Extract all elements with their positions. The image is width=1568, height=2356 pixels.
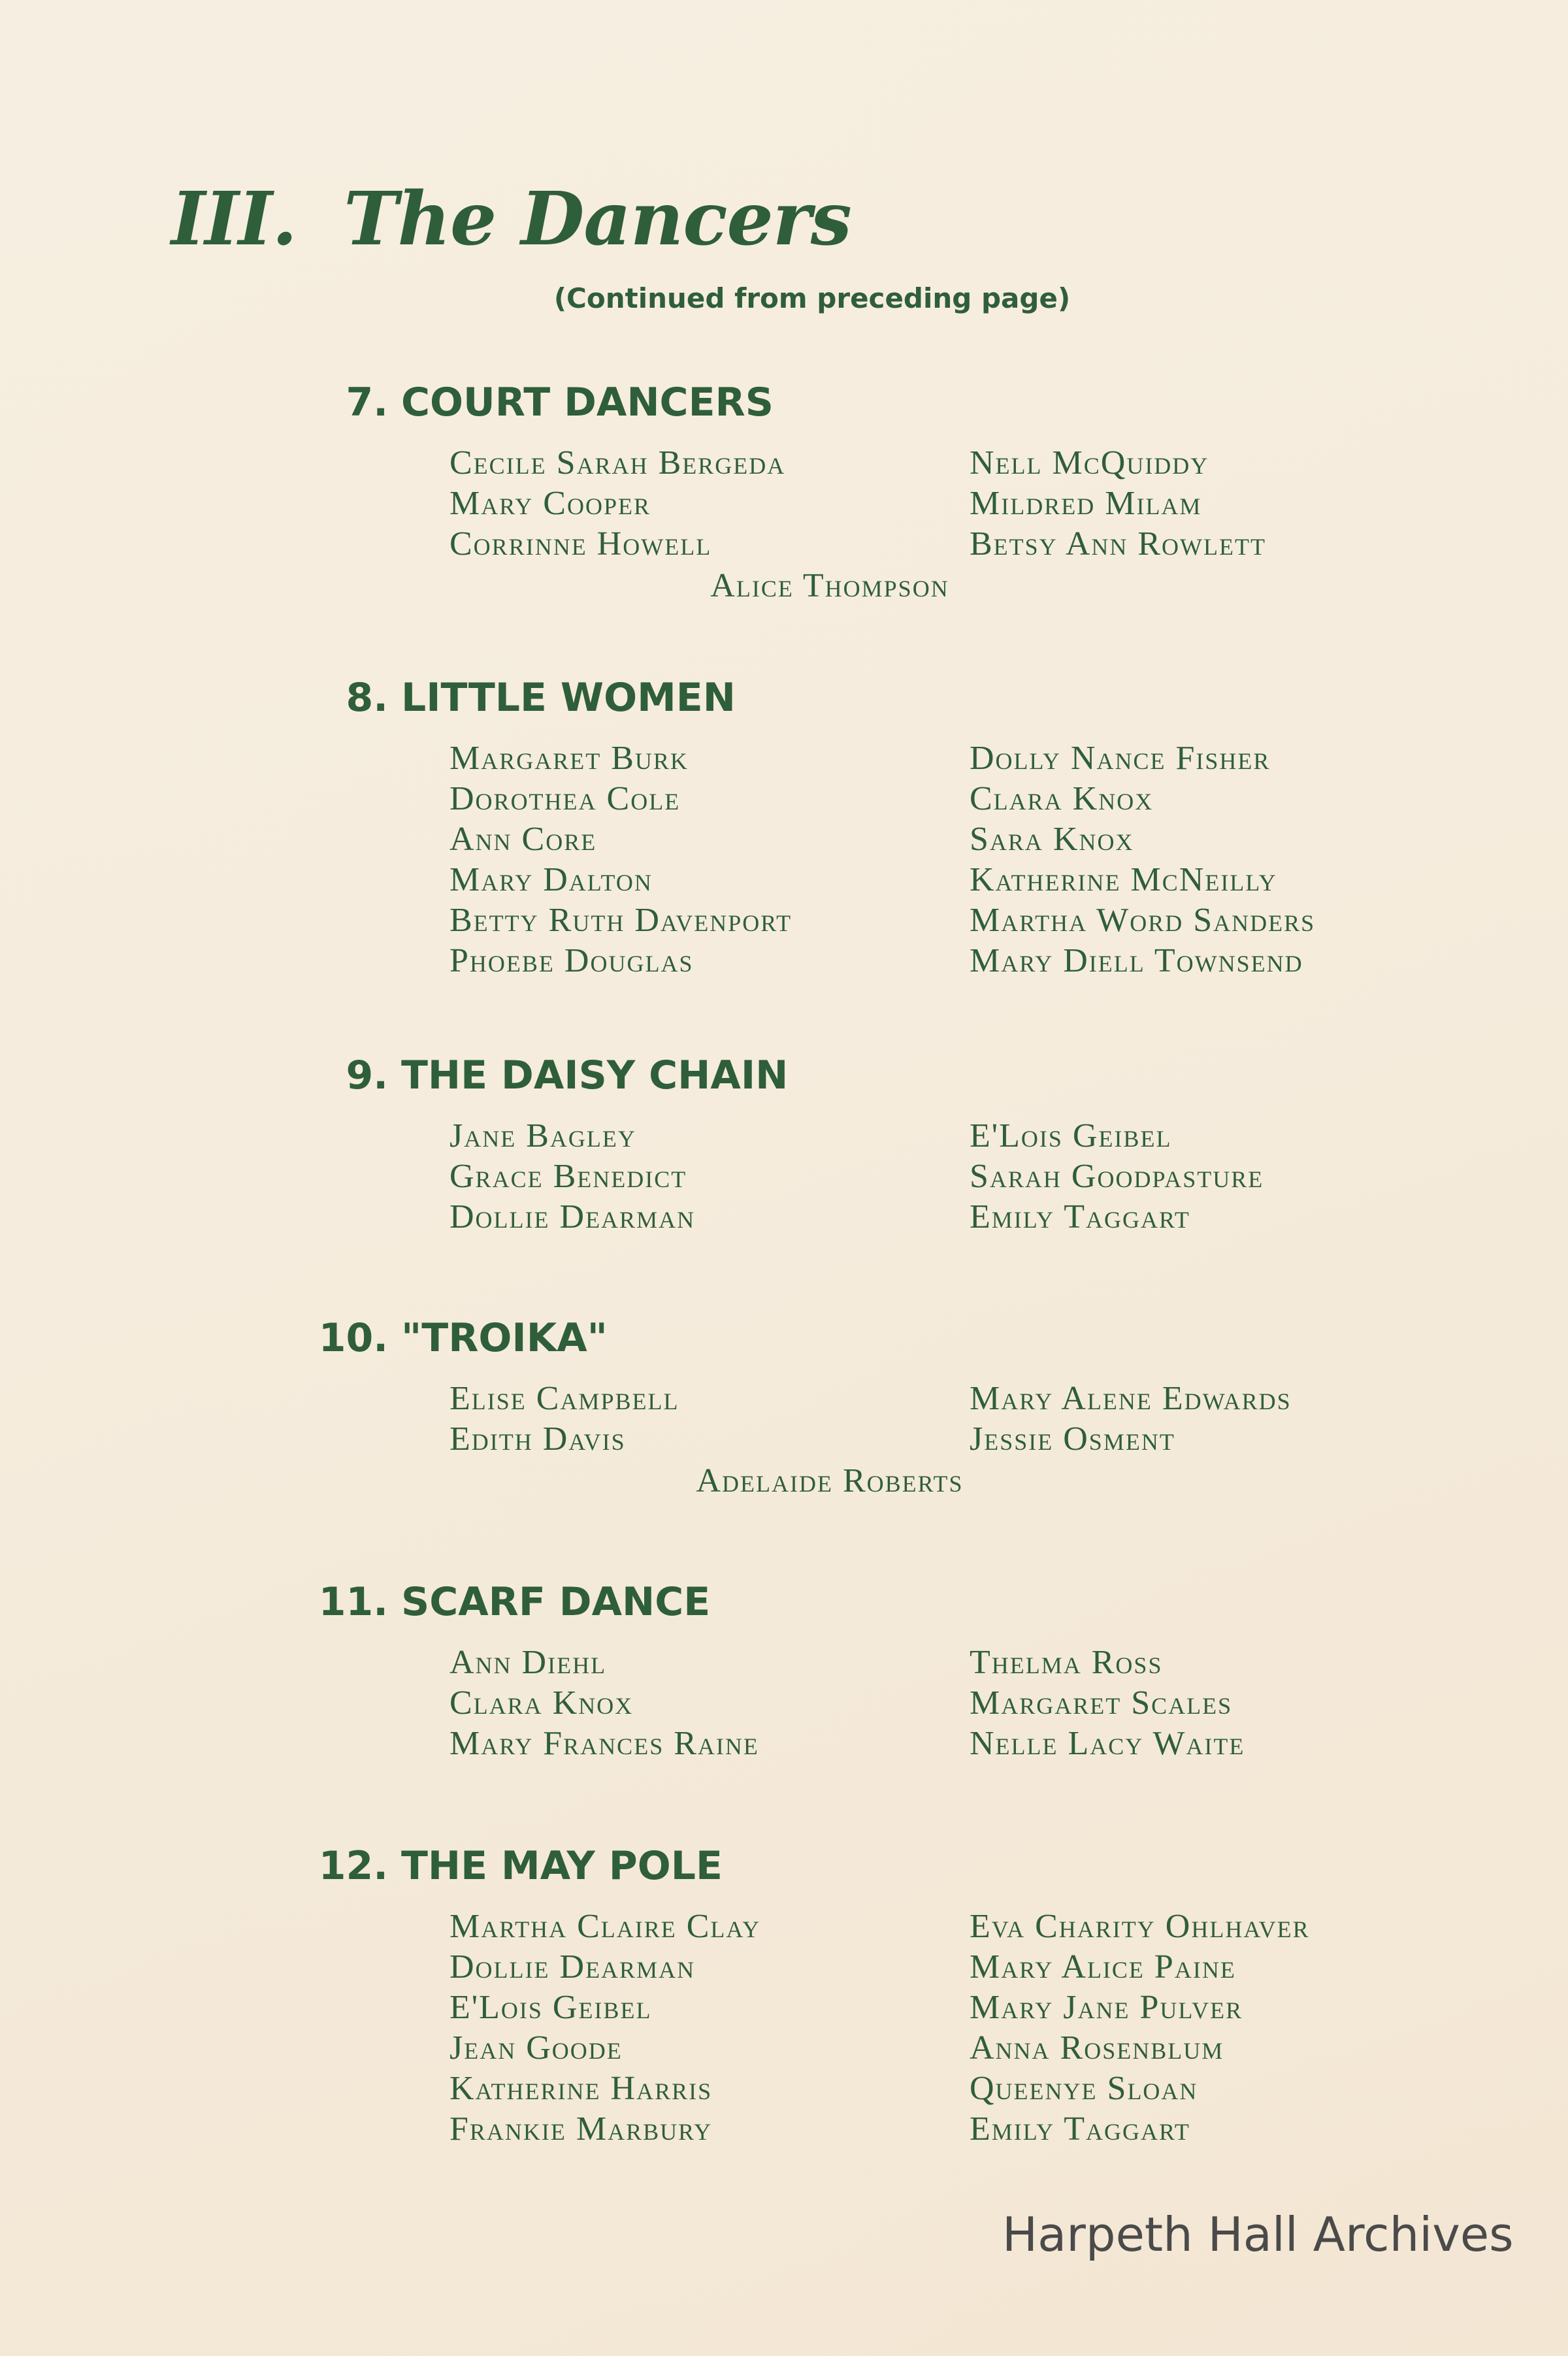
dancer-name: Margaret Scales [970,1684,1233,1722]
names-right-column [970,1379,1292,1460]
dancer-name: Ann Core [449,821,597,858]
dancer-name: Mary Cooper [449,485,651,522]
dancer-name: Dorothea Cole [449,780,681,817]
names-left-column [449,738,792,981]
names-left-column [449,443,785,564]
dancer-name: Dollie Dearman [449,1198,696,1235]
dancer-name: Emily Taggart [970,1198,1190,1235]
dancer-name: Nelle Lacy Waite [970,1725,1245,1762]
section-number: 12. [318,1843,388,1889]
dancer-name: Queenye Sloan [970,2070,1198,2107]
dancer-name-centered: Adelaide Roberts [696,1462,964,1499]
dancer-name: Dolly Nance Fisher [970,740,1271,777]
dancer-name: Cecile Sarah Bergeda [449,444,786,482]
dancer-name: Grace Benedict [449,1158,687,1195]
dancer-name: Clara Knox [449,1684,634,1722]
page-title [171,176,851,262]
dancer-name: Martha Word Sanders [970,902,1316,939]
dancer-name: Nell McQuiddy [970,444,1209,482]
dancer-name: Katherine McNeilly [970,861,1277,898]
archive-watermark: Harpeth Hall Archives [1002,2207,1514,2262]
section-title: THE MAY POLE [401,1843,723,1889]
dancer-name: Sarah Goodpasture [970,1158,1264,1195]
section-number: 8. [346,675,388,721]
names-right-column [970,738,1315,981]
names-right-column [970,1906,1310,2150]
dancer-name: Jessie Osment [970,1420,1175,1458]
dancer-name: E'Lois Geibel [970,1117,1172,1154]
dancer-name: Betty Ruth Davenport [449,902,792,939]
dancer-name: Elise Campbell [449,1380,679,1417]
dancer-name-centered: Alice Thompson [710,567,949,604]
dancer-name: Mary Frances Raine [449,1725,759,1762]
names-right-column [970,1116,1264,1237]
section-title: THE DAISY CHAIN [401,1053,789,1098]
page-subtitle: (Continued from preceding page) [553,282,1071,314]
section-title: SCARF DANCE [401,1579,711,1625]
names-left-column [449,1116,695,1237]
names-left-column [449,1379,679,1460]
section-heading [307,1053,789,1098]
dancer-name: Mary Jane Pulver [970,1989,1243,2026]
dancer-name: Jean Goode [449,2029,623,2067]
section-number: 10. [318,1315,388,1361]
dancer-name: Mildred Milam [970,485,1202,522]
names-right-column [970,1643,1245,1764]
dancer-name: Eva Charity Ohlhaver [970,1908,1310,1945]
dancer-name: Dollie Dearman [449,1948,696,1986]
dancer-name: Jane Bagley [449,1117,636,1154]
dancer-name: Ann Diehl [449,1644,607,1681]
names-left-column [449,1643,759,1764]
dancer-name: Mary Diell Townsend [970,942,1303,979]
section-number: 11. [318,1579,388,1625]
section-heading [307,1579,711,1625]
dancer-name: Margaret Burk [449,740,689,777]
part-title: The Dancers [344,176,851,262]
section-heading [307,1315,608,1361]
dancer-name: Thelma Ross [970,1644,1163,1681]
dancer-name: Mary Alice Paine [970,1948,1236,1986]
dancer-name: Emily Taggart [970,2110,1190,2148]
section-title: "TROIKA" [401,1315,608,1361]
dancer-name: Anna Rosenblum [970,2029,1224,2067]
dancer-name: Phoebe Douglas [449,942,694,979]
dancer-name: Martha Claire Clay [449,1908,761,1945]
dancer-name: Mary Dalton [449,861,653,898]
dancer-name: Mary Alene Edwards [970,1380,1292,1417]
dancer-name: Katherine Harris [449,2070,713,2107]
dancer-name: E'Lois Geibel [449,1989,652,2026]
section-number: 7. [346,380,388,425]
section-heading [307,675,736,721]
names-right-column [970,443,1266,564]
names-left-column [449,1906,760,2150]
section-heading [307,380,774,425]
section-heading [307,1843,723,1889]
dancer-name: Sara Knox [970,821,1134,858]
section-title: LITTLE WOMEN [401,675,736,721]
dancer-name: Clara Knox [970,780,1154,817]
dancer-name: Betsy Ann Rowlett [970,525,1266,563]
bleed-through-shadow [862,189,883,266]
section-title: COURT DANCERS [401,380,774,425]
dancer-name: Frankie Marbury [449,2110,713,2148]
dancer-name: Edith Davis [449,1420,626,1458]
part-numeral: III. [171,176,297,262]
dancer-name: Corrinne Howell [449,525,712,563]
section-number: 9. [346,1053,388,1098]
